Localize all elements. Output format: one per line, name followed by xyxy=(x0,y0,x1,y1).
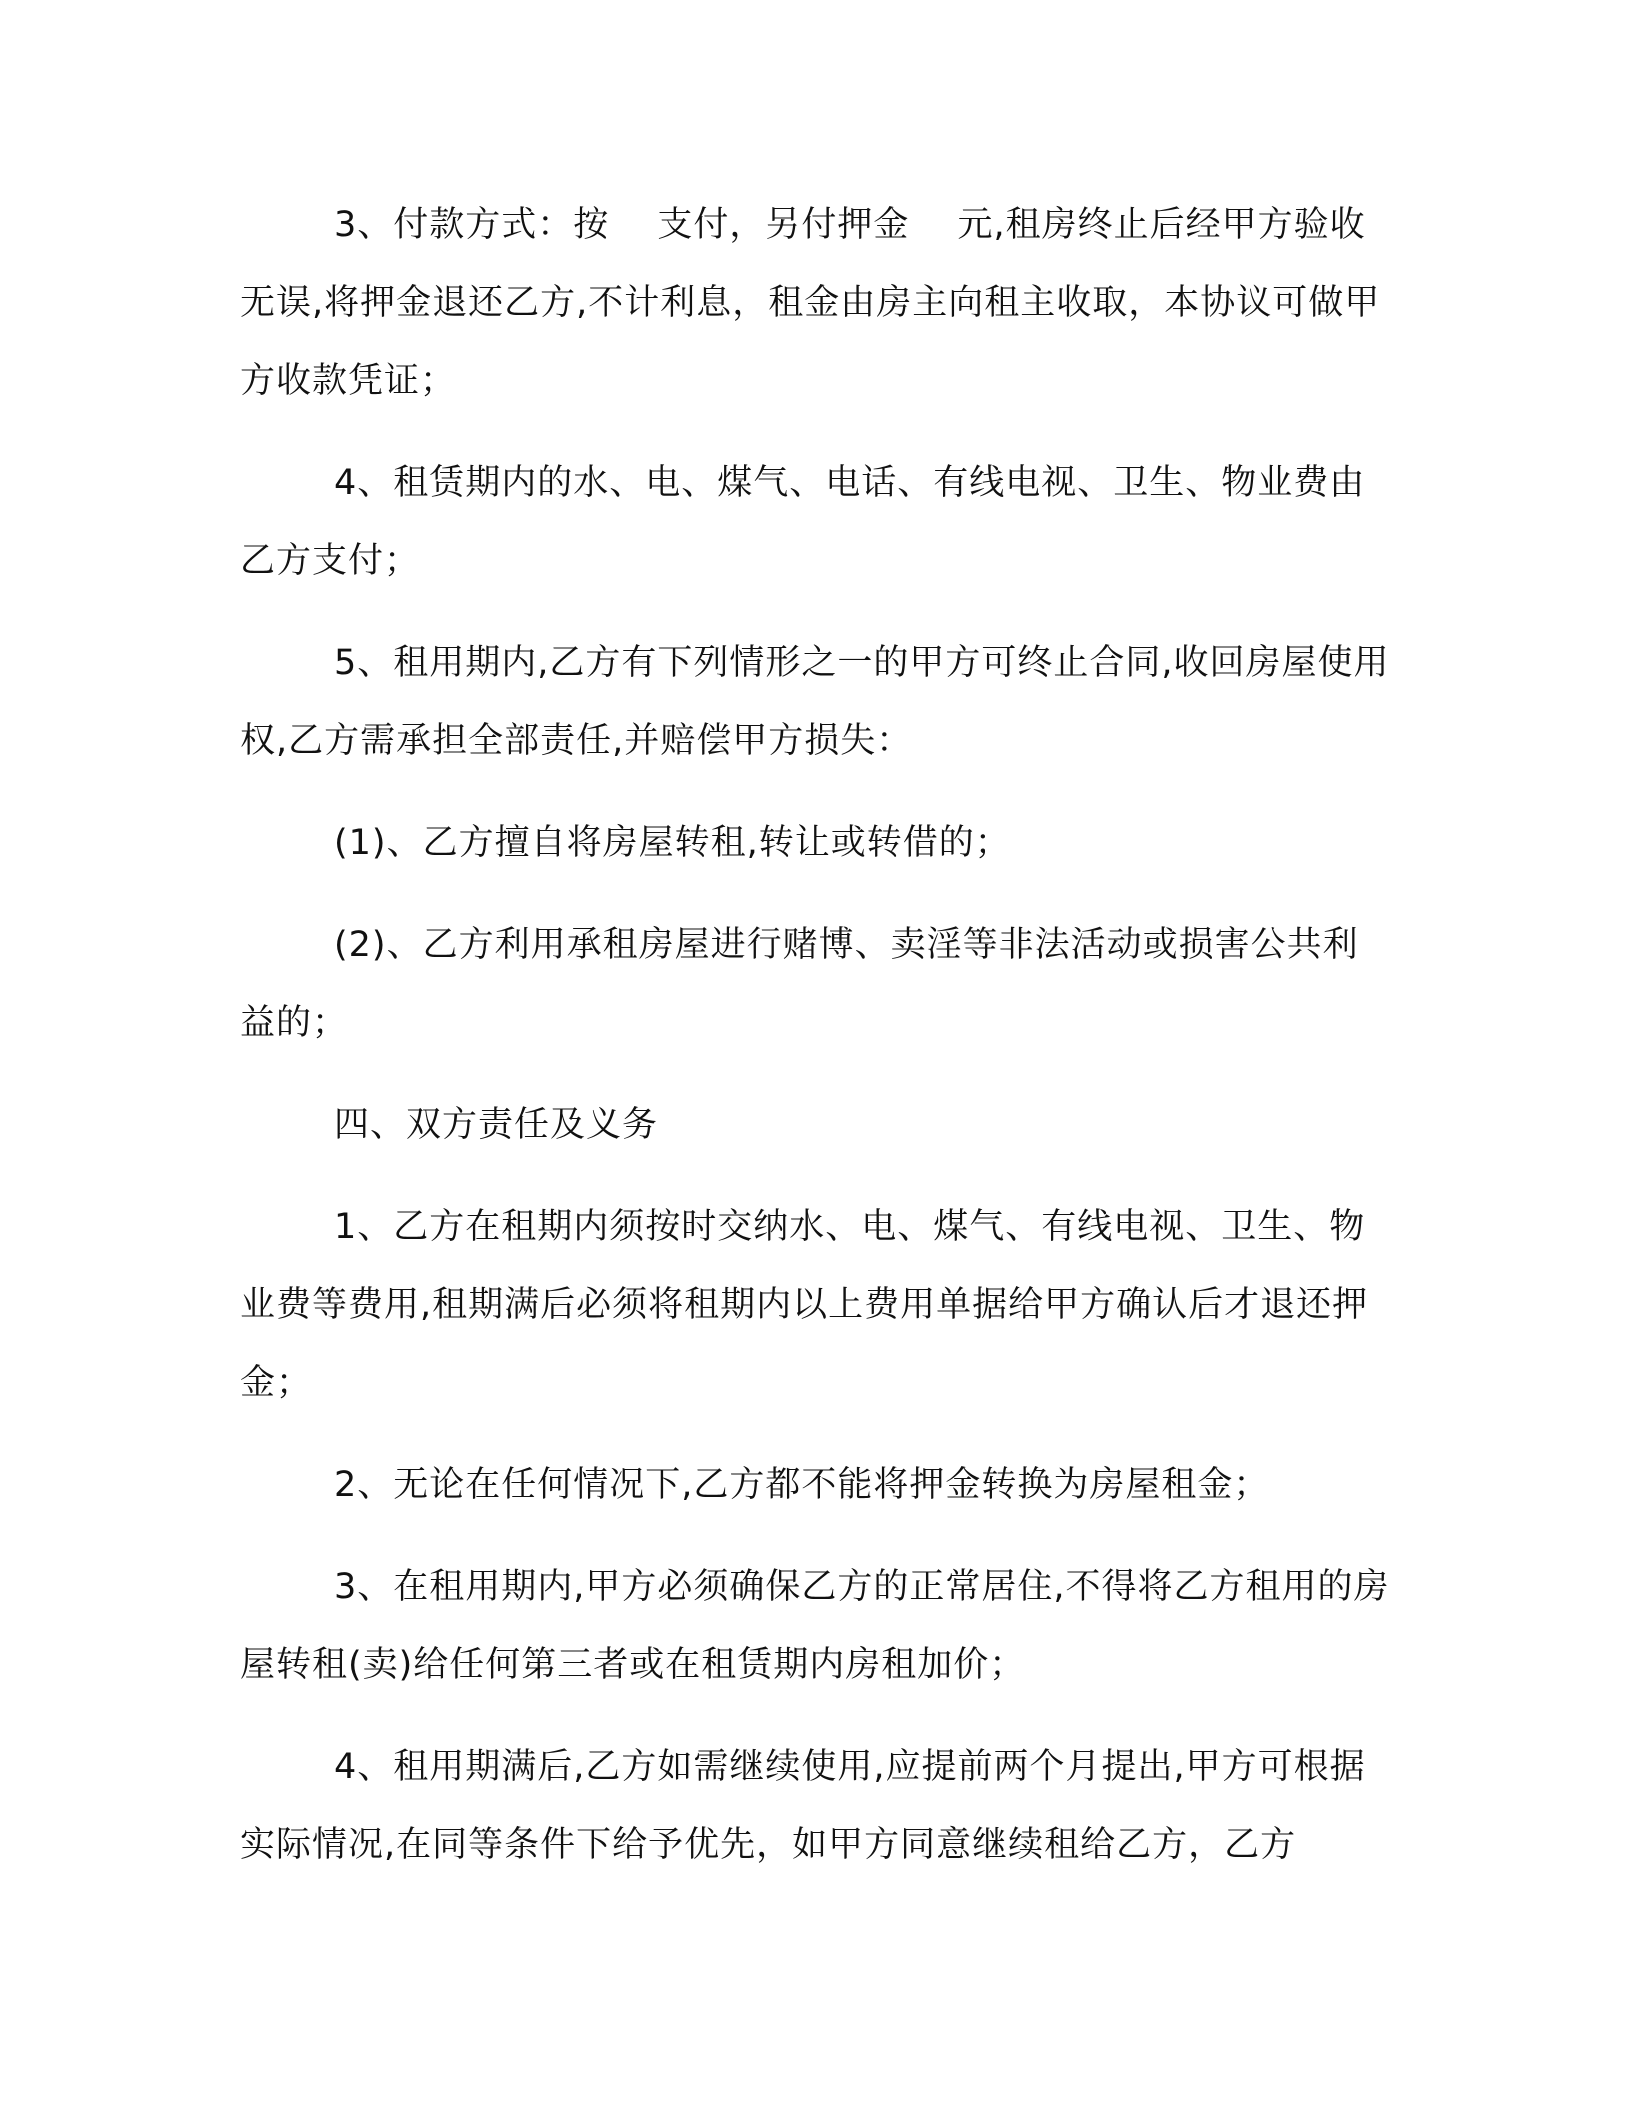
paragraph-duty-2: 2、无论在任何情况下,乙方都不能将押金转换为房屋租金； xyxy=(334,1465,1270,1505)
section-heading: 四、双方责任及义务 xyxy=(334,1105,659,1145)
paragraph-utilities: 4、租赁期内的水、电、煤气、电话、有线电视、卫生、物业费由乙方支付； xyxy=(240,463,1366,581)
paragraph-duty-1: 1、乙方在租期内须按时交纳水、电、煤气、有线电视、卫生、物业费等费用,租期满后必须将租期内以上费用单据给甲方确认后才退还押金； xyxy=(240,1207,1369,1403)
document-page xyxy=(240,186,1392,1908)
paragraph-clause-2: (2)、乙方利用承租房屋进行赌博、卖淫等非法活动或损害公共利益的； xyxy=(240,925,1359,1043)
paragraph-duty-3: 3、在租用期内,甲方必须确保乙方的正常居住,不得将乙方租用的房屋转租(卖)给任何第三者或在租赁期内房租加价； xyxy=(240,1567,1390,1685)
paragraph-duty-4: 4、租用期满后,乙方如需继续使用,应提前两个月提出,甲方可根据实际情况,在同等条件下给予优先，如甲方同意继续租给乙方，乙方 xyxy=(240,1747,1366,1865)
paragraph-clause-1: (1)、乙方擅自将房屋转租,转让或转借的； xyxy=(334,823,1011,863)
paragraph-termination: 5、租用期内,乙方有下列情形之一的甲方可终止合同,收回房屋使用权,乙方需承担全部责任,并赔偿甲方损失： xyxy=(240,643,1390,761)
paragraph-payment-method: 3、付款方式：按 支付，另付押金 元,租房终止后经甲方验收无误,将押金退还乙方,不计利息，租金由房主向租主收取，本协议可做甲方收款凭证； xyxy=(240,205,1381,401)
